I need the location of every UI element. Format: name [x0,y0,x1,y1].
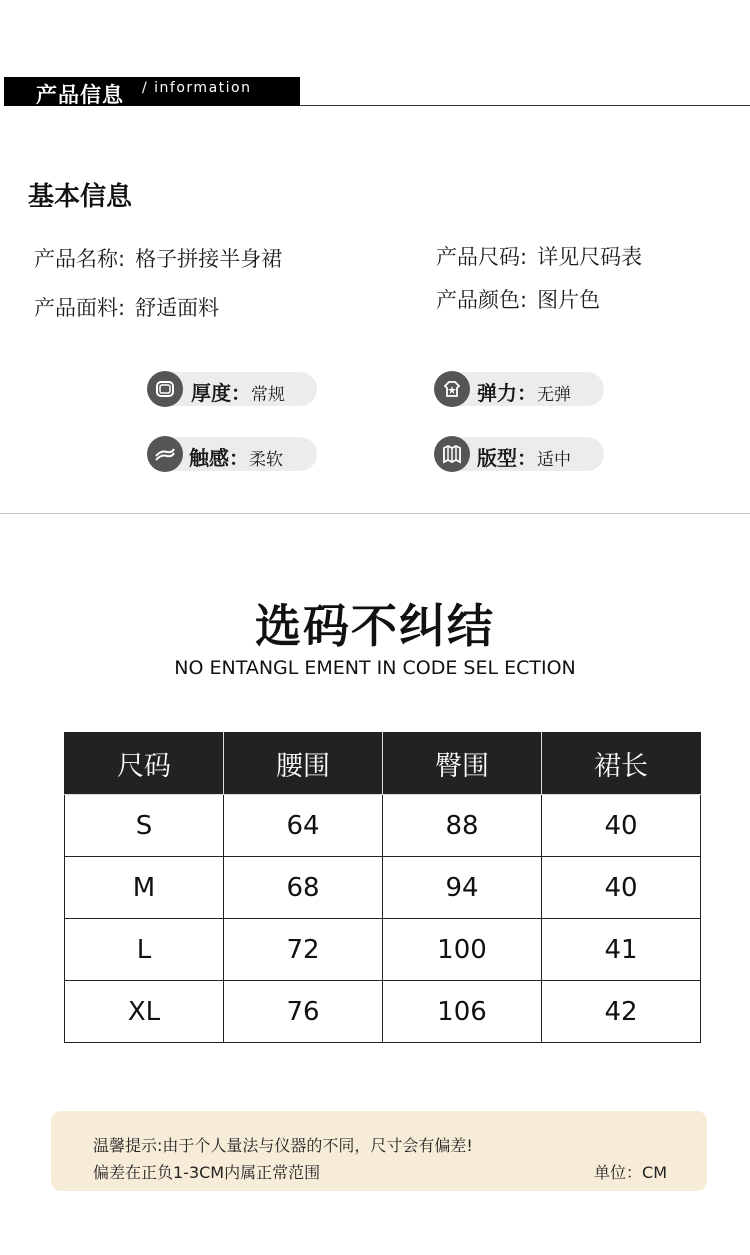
product-size-row [436,241,642,271]
attr-elasticity-text [477,377,571,406]
table-cell: 68 [224,857,383,919]
table-cell: S [65,795,224,857]
fit-icon [434,436,470,472]
product-fabric-label: 产品面料: [34,296,126,320]
touch-icon [147,436,183,472]
table-row [65,857,701,919]
product-size-value: 详见尺码表 [537,245,643,269]
size-section-title: 选码不纠结 [255,599,495,653]
product-fabric-row [34,292,219,322]
header-subtitle: / information [142,80,252,96]
table-cell: 41 [542,919,701,981]
table-cell: 40 [542,857,701,919]
attr-thickness-key: 厚度： [191,381,251,405]
table-cell: 100 [383,919,542,981]
attr-thickness-value: 常规 [251,385,285,405]
table-row [65,981,701,1043]
size-notice [51,1111,707,1191]
notice-line-2: 偏差在正负1-3CM内属正常范围 [93,1163,321,1182]
attr-touch-text [189,442,283,471]
table-header-row [65,733,701,795]
notice-line-1: 温馨提示:由于个人量法与仪器的不同，尺寸会有偏差! [93,1136,473,1155]
table-cell: XL [65,981,224,1043]
basic-info-title: 基本信息 [28,182,133,212]
product-size-label: 产品尺码: [436,245,528,269]
attr-fit-key: 版型： [477,446,537,470]
table-cell: L [65,919,224,981]
table-cell: M [65,857,224,919]
size-section-subtitle: NO ENTANGL EMENT IN CODE SEL ECTION [174,657,576,679]
table-cell: 64 [224,795,383,857]
col-header-waist: 腰围 [224,733,383,795]
elasticity-icon [434,371,470,407]
attr-touch-key: 触感： [189,446,249,470]
col-header-size: 尺码 [65,733,224,795]
col-header-length: 裙长 [542,733,701,795]
product-name-row [34,243,282,273]
product-fabric-value: 舒适面料 [135,296,220,320]
table-cell: 40 [542,795,701,857]
table-cell: 42 [542,981,701,1043]
thickness-icon [147,371,183,407]
col-header-hip: 臀围 [383,733,542,795]
product-name-label: 产品名称: [34,247,126,271]
table-cell: 72 [224,919,383,981]
attr-fit-text [477,442,571,471]
size-table [64,732,701,1043]
attr-elasticity-value: 无弹 [537,385,571,405]
product-color-label: 产品颜色: [436,288,528,312]
table-cell: 76 [224,981,383,1043]
table-row [65,795,701,857]
attr-elasticity-key: 弹力： [477,381,537,405]
attr-fit-value: 适中 [537,450,571,470]
table-cell: 88 [383,795,542,857]
attr-touch-value: 柔软 [249,450,283,470]
section-divider [0,513,750,514]
table-row [65,919,701,981]
product-name-value: 格子拼接半身裙 [135,247,283,271]
table-cell: 94 [383,857,542,919]
header-title: 产品信息 [36,83,124,107]
table-cell: 106 [383,981,542,1043]
product-color-value: 图片色 [537,288,601,312]
notice-unit: 单位：CM [594,1163,667,1182]
attr-thickness-text [191,377,285,406]
product-color-row [436,284,600,314]
